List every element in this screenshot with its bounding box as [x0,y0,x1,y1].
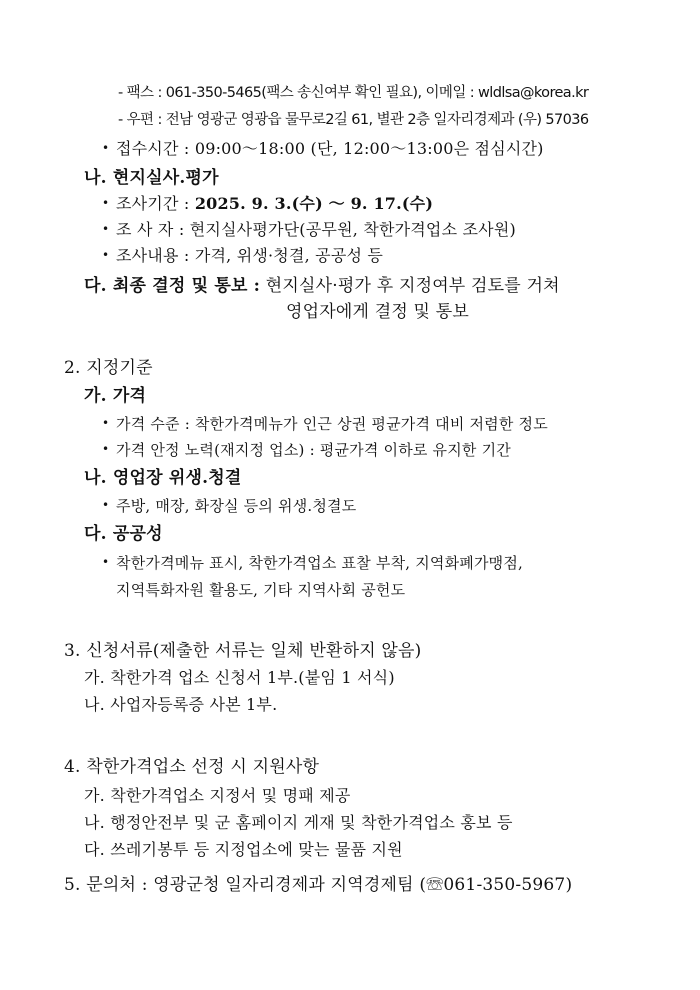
fax-email-line: - 팩스 : 061-350-5465(팩스 송신여부 확인 필요), 이메일 : wldlsa@korea.kr [118,85,589,101]
onsite-evaluation-heading: 나. 현지실사.평가 [84,168,219,188]
bullet-icon: • [102,141,110,155]
public-text-2: 지역특화자원 활용도, 기타 지역사회 공헌도 [116,581,406,599]
bullet-icon: • [102,498,110,512]
required-doc-1: 가. 착한가격 업소 신청서 1부.(붙임 1 서식) [84,668,395,687]
price-level-line [102,417,548,432]
support-item-2: 나. 행정안전부 및 군 홈페이지 게재 및 착한가격업소 홍보 등 [84,813,513,832]
public-criteria-heading: 다. 공공성 [84,524,163,544]
survey-content-label: 조사내용 : [116,246,190,265]
bullet-icon: • [102,416,110,430]
survey-period-label: 조사기간 : [116,194,190,213]
survey-period-value: 2025. 9. 3.(수) ～ 9. 17.(수) [194,194,434,213]
postal-address-line: - 우편 : 전남 영광군 영광읍 물무로2길 61, 별관 2층 일자리경제과 (우) 57036 [118,112,589,128]
bullet-icon: • [102,442,110,456]
reception-hours-line [102,141,544,157]
hygiene-text: 주방, 매장, 화장실 등의 위생.청결도 [116,497,357,515]
price-level-text: 가격 수준 : 착한가격메뉴가 인근 상권 평균가격 대비 저렴한 정도 [116,415,548,433]
bullet-icon: • [102,555,110,569]
hygiene-line [102,499,356,514]
price-criteria-heading: 가. 가격 [84,386,147,406]
section-2-title: 2. 지정기준 [64,358,153,378]
public-text-1: 착한가격메뉴 표시, 착한가격업소 표찰 부착, 지역화폐가맹점, [116,554,523,572]
support-item-1: 가. 착한가격업소 지정서 및 명패 제공 [84,786,351,805]
reception-hours-value: 09:00～18:00 (단, 12:00～13:00은 점심시간) [194,139,544,158]
reception-hours-label: 접수시간 : [116,139,190,158]
bullet-icon: • [102,248,110,262]
final-decision-text-1: 현지실사·평가 후 지정여부 검토를 거쳐 [265,276,560,296]
final-decision-text-2: 영업자에게 결정 및 통보 [286,302,470,322]
surveyor-label: 조 사 자 : [116,220,185,239]
price-stability-text: 가격 안정 노력(재지정 업소) : 평균가격 이하로 유지한 기간 [116,441,511,459]
survey-period-line [102,196,433,212]
price-stability-line [102,443,511,458]
survey-content-value: 가격, 위생·청결, 공공성 등 [194,246,384,265]
section-4-title: 4. 착한가격업소 선정 시 지원사항 [64,757,320,777]
final-decision-line [84,278,560,295]
section-5-contact: 5. 문의처 : 영광군청 일자리경제과 지역경제팀 (☏061-350-5967) [64,875,573,895]
surveyor-line [102,222,516,238]
hygiene-criteria-heading: 나. 영업장 위생.청결 [84,468,242,488]
survey-content-line [102,248,383,264]
bullet-icon: • [102,222,110,236]
section-3-title: 3. 신청서류(제출한 서류는 일체 반환하지 않음) [64,641,422,661]
public-line-1 [102,556,523,571]
support-item-3: 다. 쓰레기봉투 등 지정업소에 맞는 물품 지원 [84,840,403,859]
final-decision-heading: 다. 최종 결정 및 통보 : [84,276,261,296]
required-doc-2: 나. 사업자등록증 사본 1부. [84,695,278,714]
bullet-icon: • [102,196,110,210]
surveyor-value: 현지실사평가단(공무원, 착한가격업소 조사원) [189,220,516,239]
